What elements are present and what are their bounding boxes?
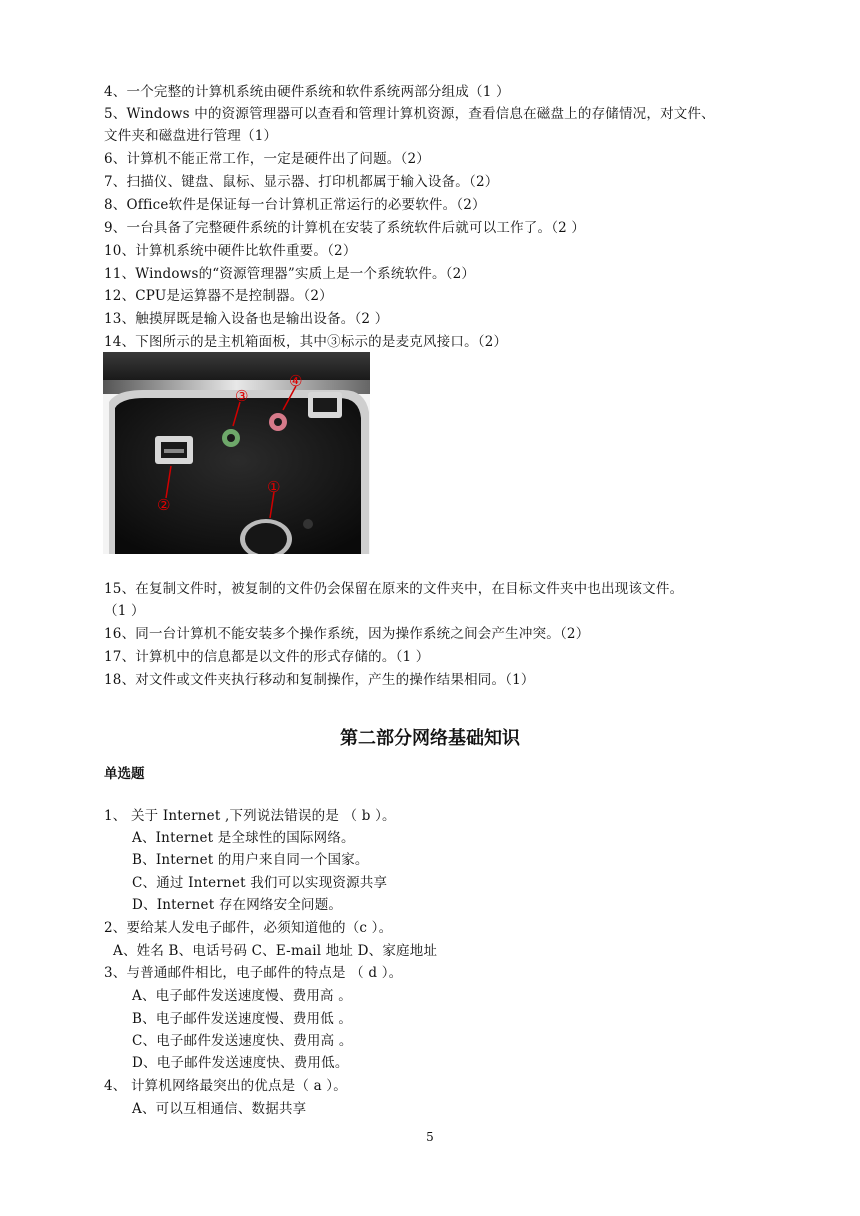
question-14: 14、下图所示的是主机箱面板，其中③标示的是麦克风接口。（2） — [104, 334, 508, 350]
question-5-continued: 文件夹和磁盘进行管理（1） — [104, 128, 278, 144]
question-17: 17、计算机中的信息都是以文件的形式存储的。（1 ） — [104, 649, 430, 665]
mcq-3-option-b: B、电子邮件发送速度慢、费用低 。 — [132, 1011, 353, 1027]
subsection-title: 单选题 — [104, 766, 145, 782]
label-1: ① — [267, 478, 281, 496]
question-6: 6、计算机不能正常工作，一定是硬件出了问题。（2） — [104, 151, 430, 167]
mcq-1-option-d: D、Internet 存在网络安全问题。 — [132, 897, 343, 913]
label-4: ④ — [289, 372, 303, 390]
question-9: 9、一台具备了完整硬件系统的计算机在安装了系统软件后就可以工作了。（2 ） — [104, 220, 586, 236]
mcq-1-option-c: C、通过 Internet 我们可以实现资源共享 — [132, 875, 388, 891]
mcq-2-options: A、姓名 B、电话号码 C、E-mail 地址 D、家庭地址 — [113, 943, 438, 959]
question-15-continued: （1 ） — [104, 603, 145, 619]
question-11: 11、Windows的“资源管理器”实质上是一个系统软件。（2） — [104, 266, 476, 282]
mcq-3-option-a: A、电子邮件发送速度慢、费用高 。 — [132, 988, 352, 1004]
question-13: 13、触摸屏既是输入设备也是输出设备。（2 ） — [104, 311, 389, 327]
mcq-question-4: 4、 计算机网络最突出的优点是（ a ）。 — [104, 1078, 347, 1094]
question-8: 8、Office软件是保证每一台计算机正常运行的必要软件。（2） — [104, 197, 486, 213]
question-18: 18、对文件或文件夹执行移动和复制操作，产生的操作结果相同。（1） — [104, 672, 535, 688]
label-3: ③ — [235, 387, 249, 405]
question-16: 16、同一台计算机不能安装多个操作系统，因为操作系统之间会产生冲突。（2） — [104, 626, 590, 642]
mcq-1-option-b: B、Internet 的用户来自同一个国家。 — [132, 852, 369, 868]
mcq-question-1: 1、 关于 Internet ,下列说法错误的是 （ b ）。 — [104, 808, 396, 824]
question-4: 4、一个完整的计算机系统由硬件系统和软件系统两部分组成（1 ） — [104, 84, 510, 100]
mcq-4-option-a: A、可以互相通信、数据共享 — [132, 1101, 307, 1117]
question-15: 15、在复制文件时，被复制的文件仍会保留在原来的文件夹中，在目标文件夹中也出现该文件。 — [104, 581, 684, 597]
mcq-3-option-c: C、电子邮件发送速度快、费用高 。 — [132, 1033, 353, 1049]
label-2: ② — [157, 496, 171, 514]
question-12: 12、CPU是运算器不是控制器。（2） — [104, 288, 333, 304]
mcq-question-3: 3、与普通邮件相比，电子邮件的特点是 （ d ）。 — [104, 965, 403, 981]
question-7: 7、扫描仪、键盘、鼠标、显示器、打印机都属于输入设备。（2） — [104, 174, 499, 190]
computer-front-panel-photo — [103, 352, 370, 554]
question-5: 5、Windows 中的资源管理器可以查看和管理计算机资源，查看信息在磁盘上的存储情况，对文件、 — [104, 106, 715, 122]
mcq-3-option-d: D、电子邮件发送速度快、费用低。 — [132, 1055, 349, 1071]
page-number: 5 — [426, 1130, 434, 1144]
question-10: 10、计算机系统中硬件比软件重要。（2） — [104, 243, 357, 259]
section-title: 第二部分网络基础知识 — [340, 728, 520, 749]
mcq-question-2: 2、要给某人发电子邮件，必须知道他的（c ）。 — [104, 920, 393, 936]
mcq-1-option-a: A、Internet 是全球性的国际网络。 — [132, 830, 355, 846]
